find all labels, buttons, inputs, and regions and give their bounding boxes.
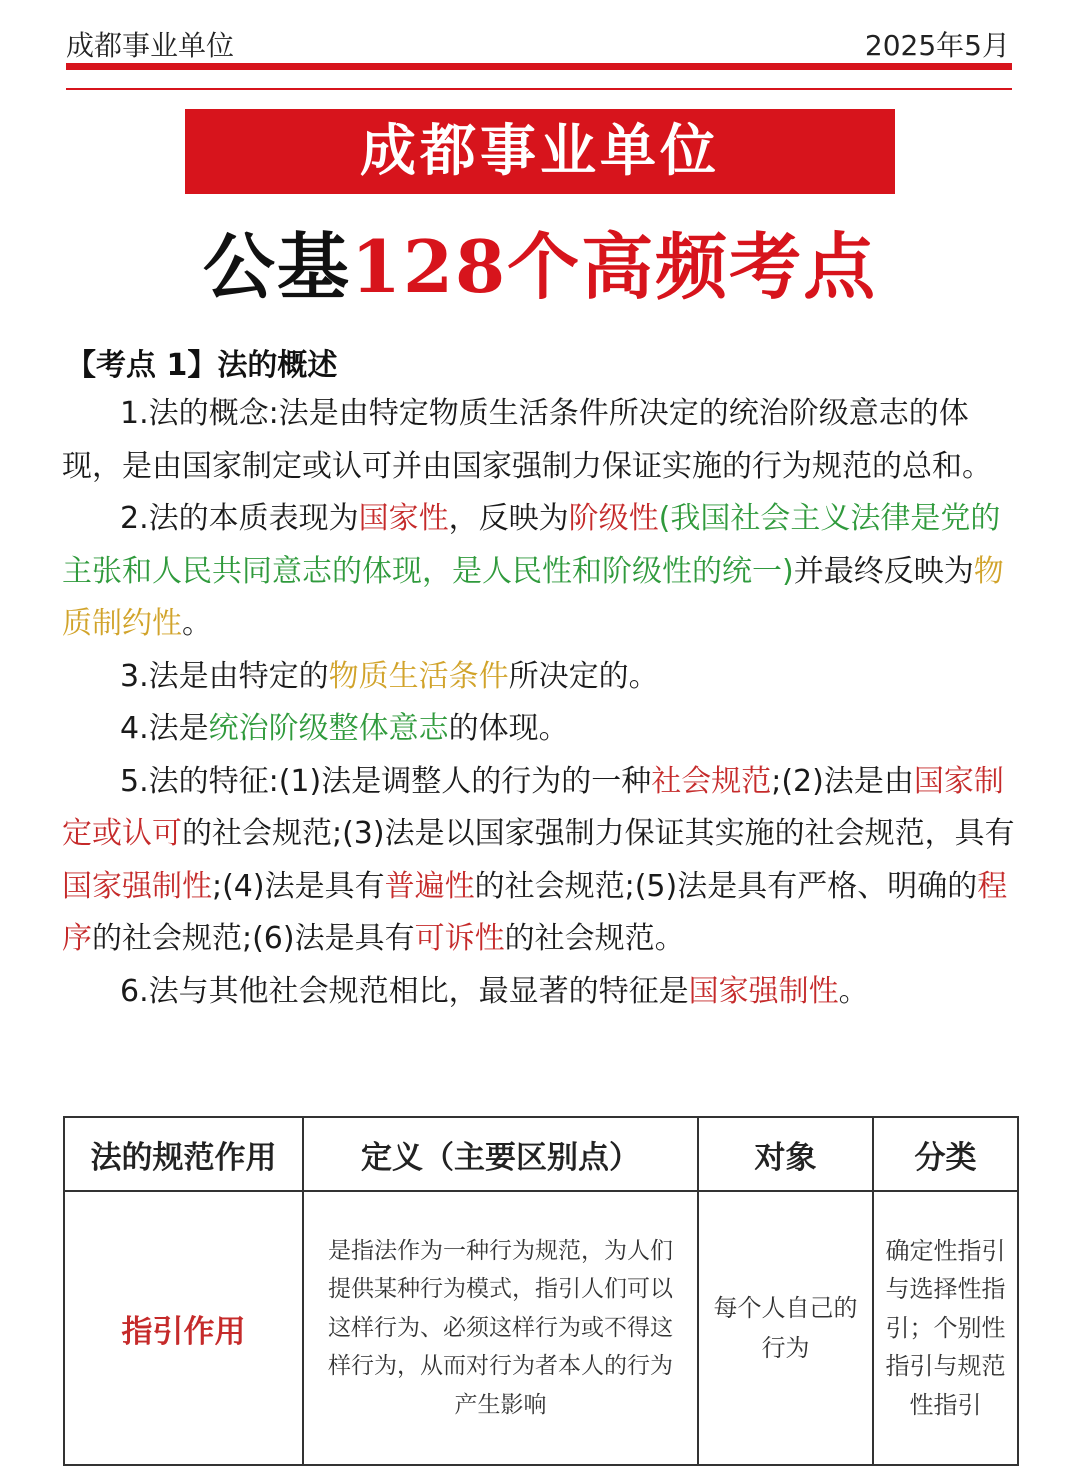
body-text: 的社会规范;(3)法是以国家强制力保证其实施的社会规范，具有 bbox=[182, 816, 1015, 851]
body-text: 的社会规范;(6)法是具有 bbox=[92, 921, 415, 956]
paragraph-4 bbox=[62, 703, 1020, 756]
main-title-black: 公基 bbox=[202, 224, 351, 309]
highlight-text: 国家制定或认可 bbox=[62, 763, 1004, 851]
header-left-label: 成都事业单位 bbox=[66, 29, 235, 62]
table-header-cell: 法的规范作用 bbox=[64, 1117, 303, 1191]
body-text: 。 bbox=[182, 606, 212, 641]
paragraph-3 bbox=[62, 651, 1020, 704]
highlight-text: 普遍性 bbox=[384, 868, 475, 904]
body-text: 的社会规范。 bbox=[504, 921, 685, 956]
highlight-text: 可诉性 bbox=[414, 921, 505, 956]
highlight-text: 国家性 bbox=[358, 501, 449, 536]
table-header-row bbox=[64, 1117, 1018, 1191]
table-header-cell: 定义（主要区别点） bbox=[303, 1117, 698, 1191]
main-title-red: 128个高频考点 bbox=[350, 224, 878, 309]
highlight-text: 国家强制性 bbox=[688, 973, 839, 1009]
body-text: 并最终反映为 bbox=[793, 553, 974, 589]
table-header-cell: 分类 bbox=[873, 1117, 1018, 1191]
norm-function-table bbox=[63, 1116, 1019, 1466]
body-text: 3.法是由特定的 bbox=[120, 658, 329, 694]
body-text: 4.法是 bbox=[120, 711, 209, 746]
section-body bbox=[62, 388, 1020, 1018]
table-header-cell: 对象 bbox=[698, 1117, 873, 1191]
body-text: ，反映为 bbox=[448, 501, 569, 536]
highlight-text: 社会规范 bbox=[651, 763, 772, 799]
table-cell-function: 指引作用 bbox=[64, 1191, 303, 1465]
highlight-text: 统治阶级整体意志 bbox=[208, 711, 449, 746]
body-text: ;(4)法是具有 bbox=[212, 868, 385, 904]
table-cell-definition: 是指法作为一种行为规范，为人们提供某种行为模式，指引人们可以这样行为、必须这样行为或不得这样行为，从而对行为者本人的行为产生影响 bbox=[303, 1191, 698, 1465]
body-text: 6.法与其他社会规范相比，最显著的特征是 bbox=[120, 973, 689, 1009]
body-text: 2.法的本质表现为 bbox=[120, 501, 359, 536]
title-banner: 成都事业单位 bbox=[185, 109, 895, 194]
body-text: 1.法的概念:法是由特定物质生活条件所决定的统治阶级意志的体现，是由国家制定或认可并由国家强制力保证实施的行为规范的总和。 bbox=[62, 396, 992, 484]
header-date: 2025年5月 bbox=[864, 29, 1010, 62]
paragraph-6 bbox=[62, 966, 1020, 1019]
paragraph-1 bbox=[62, 388, 1020, 493]
table-row bbox=[64, 1191, 1018, 1465]
paragraph-2 bbox=[62, 493, 1020, 651]
highlight-text: (我国社会主义法律是党的主张和人民共同意志的体现，是人民性和阶级性的统一) bbox=[62, 501, 1001, 589]
highlight-text: 阶级性 bbox=[568, 501, 659, 536]
highlight-text: 程序 bbox=[62, 868, 1008, 956]
highlight-text: 国家强制性 bbox=[62, 868, 212, 904]
paragraph-5 bbox=[62, 756, 1020, 966]
section-heading: 【考点 1】法的概述 bbox=[66, 348, 338, 383]
body-text: 所决定的。 bbox=[508, 658, 659, 694]
header-divider-thick bbox=[66, 63, 1012, 70]
body-text: ;(2)法是由 bbox=[771, 763, 914, 799]
highlight-text: 物质制约性 bbox=[62, 553, 1004, 641]
header-divider-thin bbox=[66, 88, 1012, 90]
main-title bbox=[0, 222, 1080, 312]
body-text: 5.法的特征:(1)法是调整人的行为的一种 bbox=[120, 763, 652, 799]
body-text: 的体现。 bbox=[448, 711, 569, 746]
table-cell-object: 每个人自己的行为 bbox=[698, 1191, 873, 1465]
table-cell-classification: 确定性指引与选择性指引；个别性指引与规范性指引 bbox=[873, 1191, 1018, 1465]
highlight-text: 物质生活条件 bbox=[328, 658, 509, 694]
body-text: 的社会规范;(5)法是具有严格、明确的 bbox=[474, 868, 978, 904]
body-text: 。 bbox=[838, 973, 869, 1009]
